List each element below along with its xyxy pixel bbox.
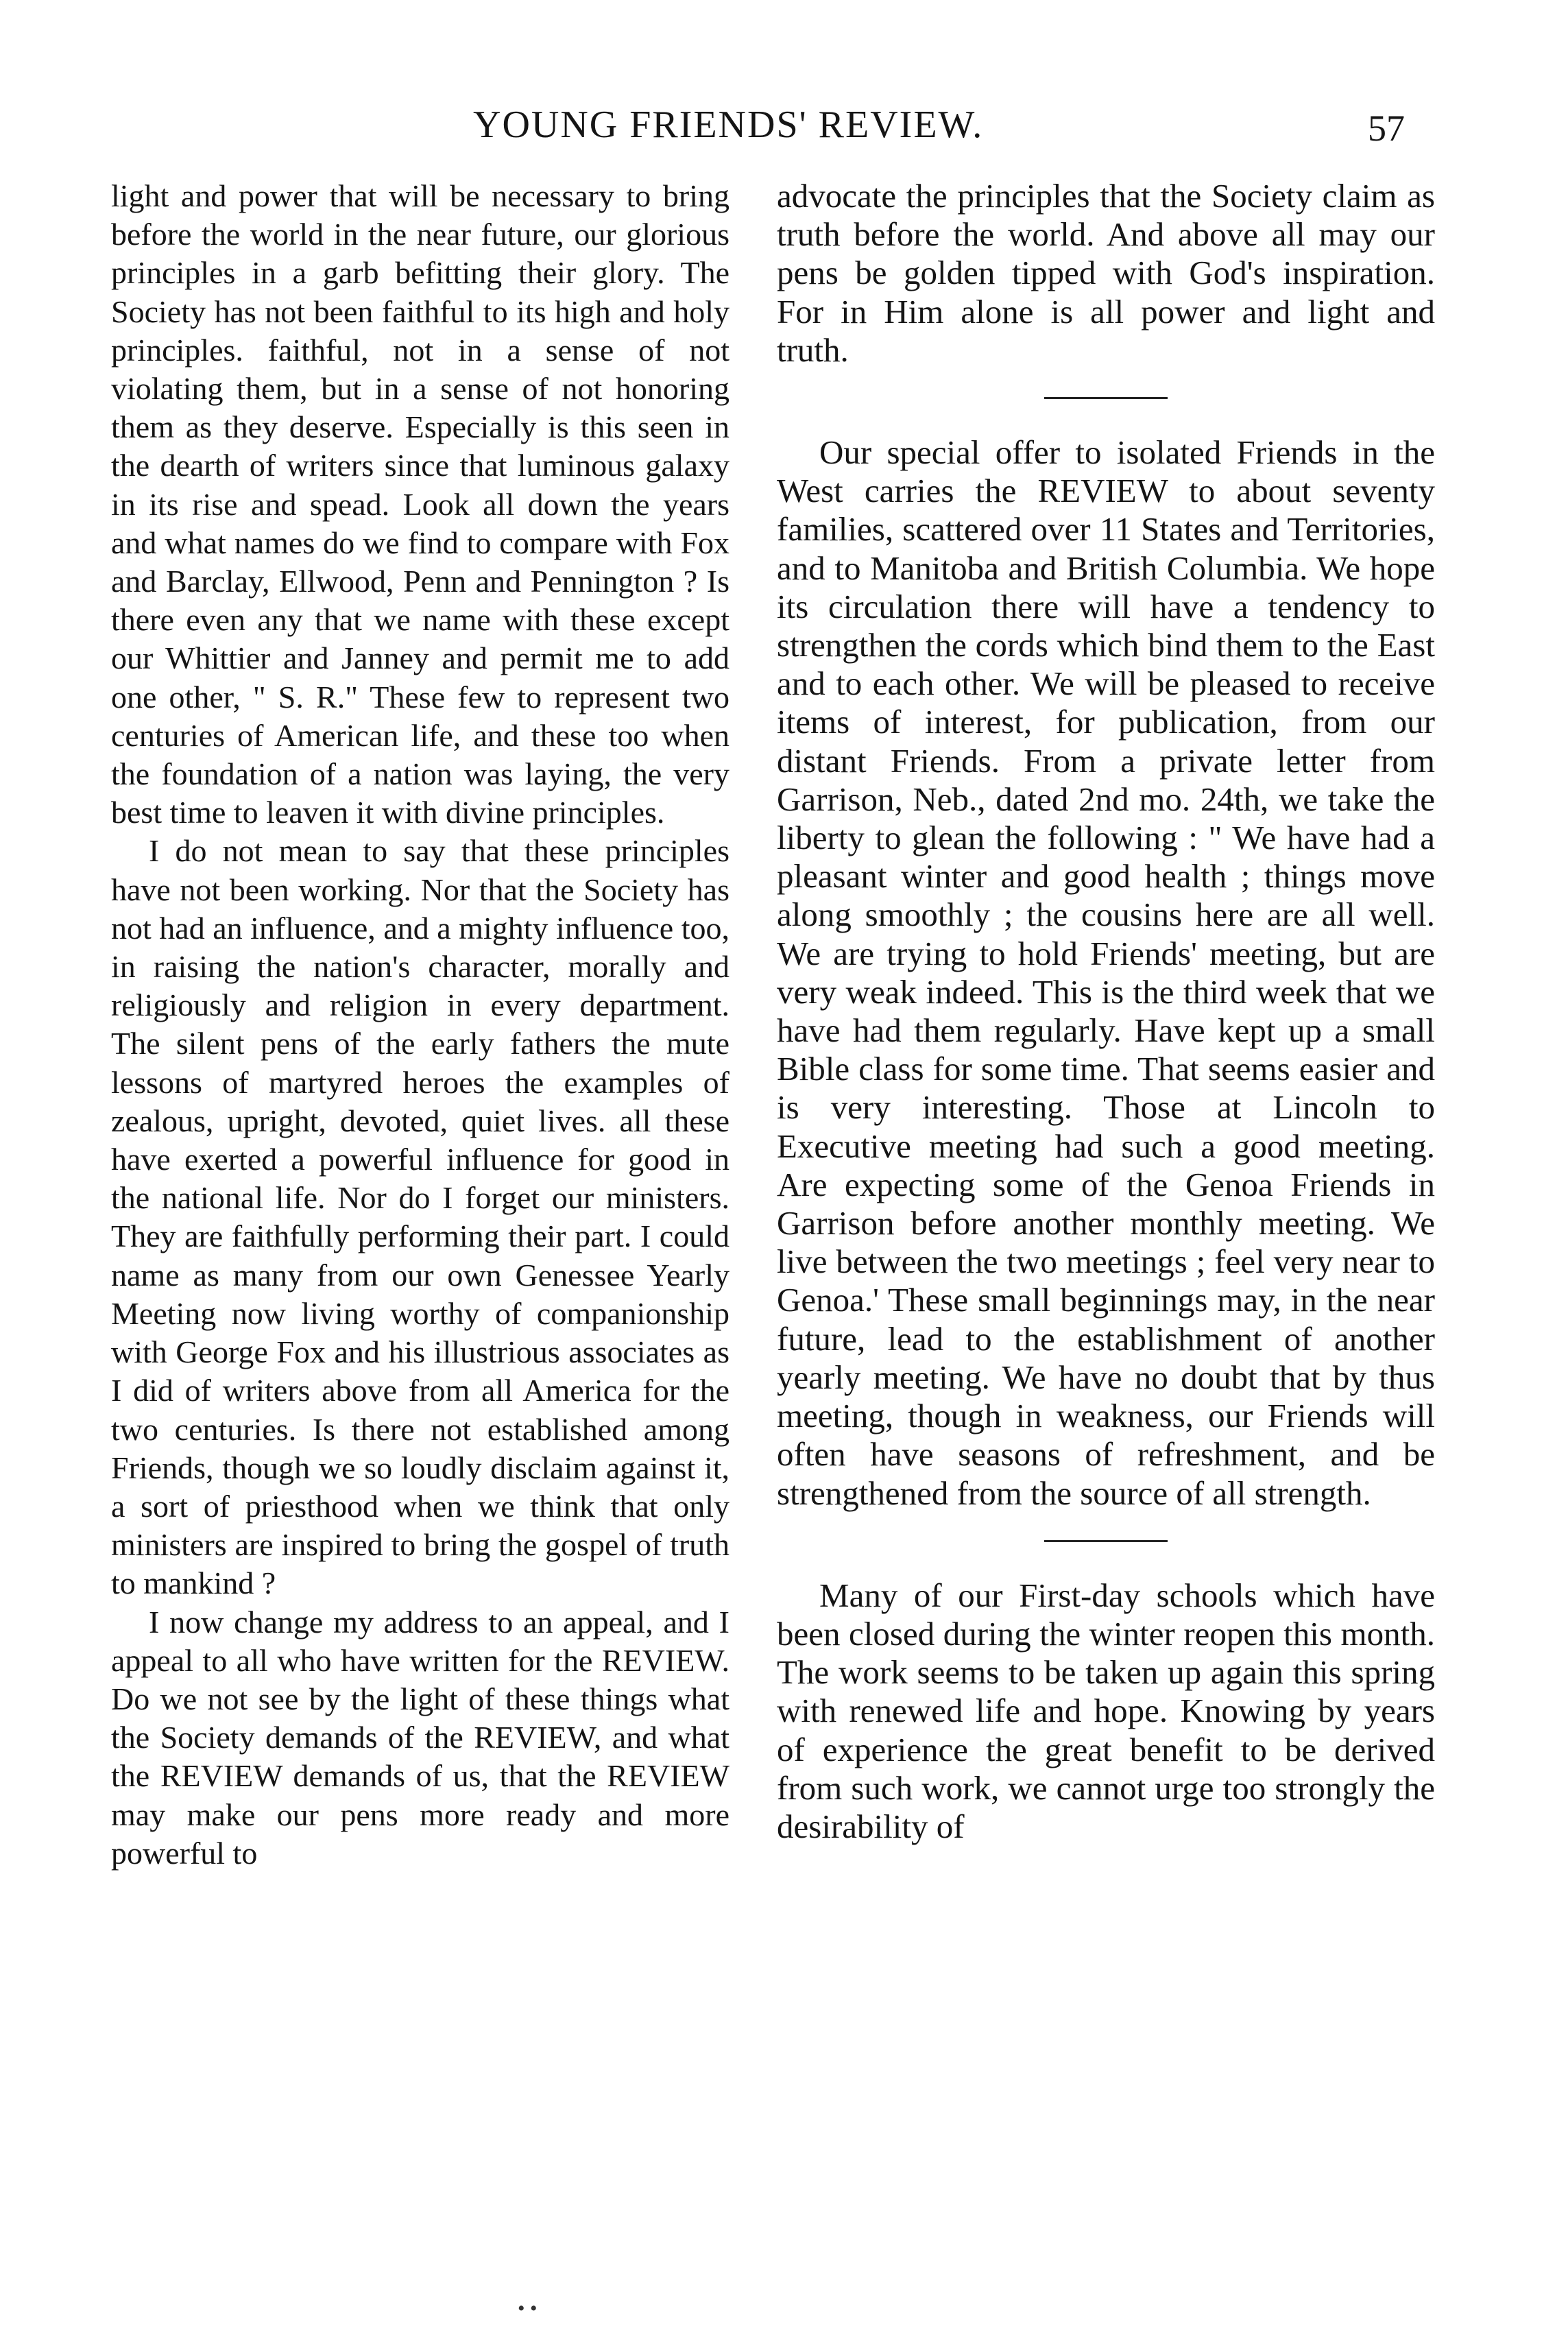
- right-paragraph-2: Our special offer to isolated Friends in the West carries the REVIEW to about seventy families, scattered over 11 States and Territories, and to Manitoba and British Columbia. We hope its circulation there will have a tendency to strengthen the cords which bind them to the East and to each other. We will be pleased to receive items of interest, for publication, from our distant Friends. From a private letter from Garrison, Neb., dated 2nd mo. 24th, we take the liberty to glean the following : " We have had a pleasant winter and good health ; things move along smoothly ; the cousins here are all well. We are trying to hold Friends' meeting, but are very weak indeed. This is the third week that we have had them regularly. Have kept up a small Bible class for some time. That seems easier and is very interesting. Those at Lincoln to Executive meeting had such a good meeting. Are expecting some of the Genoa Friends in Garrison before another monthly meeting. We live between the two meetings ; feel very near to Genoa.' These small beginnings may, in the near future, lead to the establishment of another yearly meeting. We have no doubt that by thus meeting, though in weakness, our Friends will often have seasons of refreshment, and be strengthened from the source of all strength.: [777, 433, 1435, 1512]
- right-column: [777, 177, 1435, 1846]
- printer-mark: • •: [518, 2297, 538, 2320]
- page-number: 57: [1368, 108, 1405, 149]
- right-paragraph-3: Many of our First-day schools which have been closed during the winter reopen this month. The work seems to be taken up again this spring with renewed life and hope. Knowing by years of experience the great benefit to be derived from such work, we cannot urge too strongly the desirability of: [777, 1576, 1435, 1845]
- left-paragraph-3: I now change my address to an appeal, and I appeal to all who have written for the REVIEW. Do we not see by the light of these things what the Society demands of the REVIEW, and what the REVIEW demands of us, that the REVIEW may make our pens more ready and more powerful to: [111, 1604, 729, 1871]
- section-divider-1: [1044, 397, 1168, 399]
- left-paragraph-1: light and power that will be necessary to bring before the world in the near future, our glorious principles in a garb befitting their glory. The Society has not been faithful to its high and holy principles. faithful, not in a sense of not violating them, but in a sense of not honoring them as they deserve. Especially is this seen in the dearth of writers since that luminous galaxy in its rise and spead. Look all down the years and what names do we find to compare with Fox and Barclay, Ellwood, Penn and Pennington ? Is there even any that we name with these except our Whittier and Janney and permit me to add one other, " S. R." These few to represent two centuries of American life, and these too when the foundation of a nation was laying, the very best time to leaven it with divine principles.: [111, 178, 729, 830]
- right-paragraph-1: advocate the principles that the Society claim as truth before the world. And above all may our pens be golden tipped with God's inspiration. For in Him alone is all power and light and truth.: [777, 177, 1435, 369]
- left-column: [111, 177, 729, 1873]
- page-header: [0, 103, 1568, 158]
- left-paragraph-2: I do not mean to say that these principles have not been working. Nor that the Society has not had an influence, and a mighty influence too, in raising the nation's character, morally and religiously and religion in every department. The silent pens of the early fathers the mute lessons of martyred heroes the examples of zealous, upright, devoted, quiet lives. all these have exerted a powerful influence for good in the national life. Nor do I forget our ministers. They are faithfully performing their part. I could name as many from our own Genessee Yearly Meeting now living worthy of companionship with George Fox and his illustrious associates as I did of writers above from all America for the two centuries. Is there not established among Friends, though we so loudly disclaim against it, a sort of priesthood when we think that only ministers are inspired to bring the gospel of truth to mankind ?: [111, 833, 729, 1601]
- section-divider-2: [1044, 1540, 1168, 1542]
- running-title: YOUNG FRIENDS' REVIEW.: [473, 104, 984, 146]
